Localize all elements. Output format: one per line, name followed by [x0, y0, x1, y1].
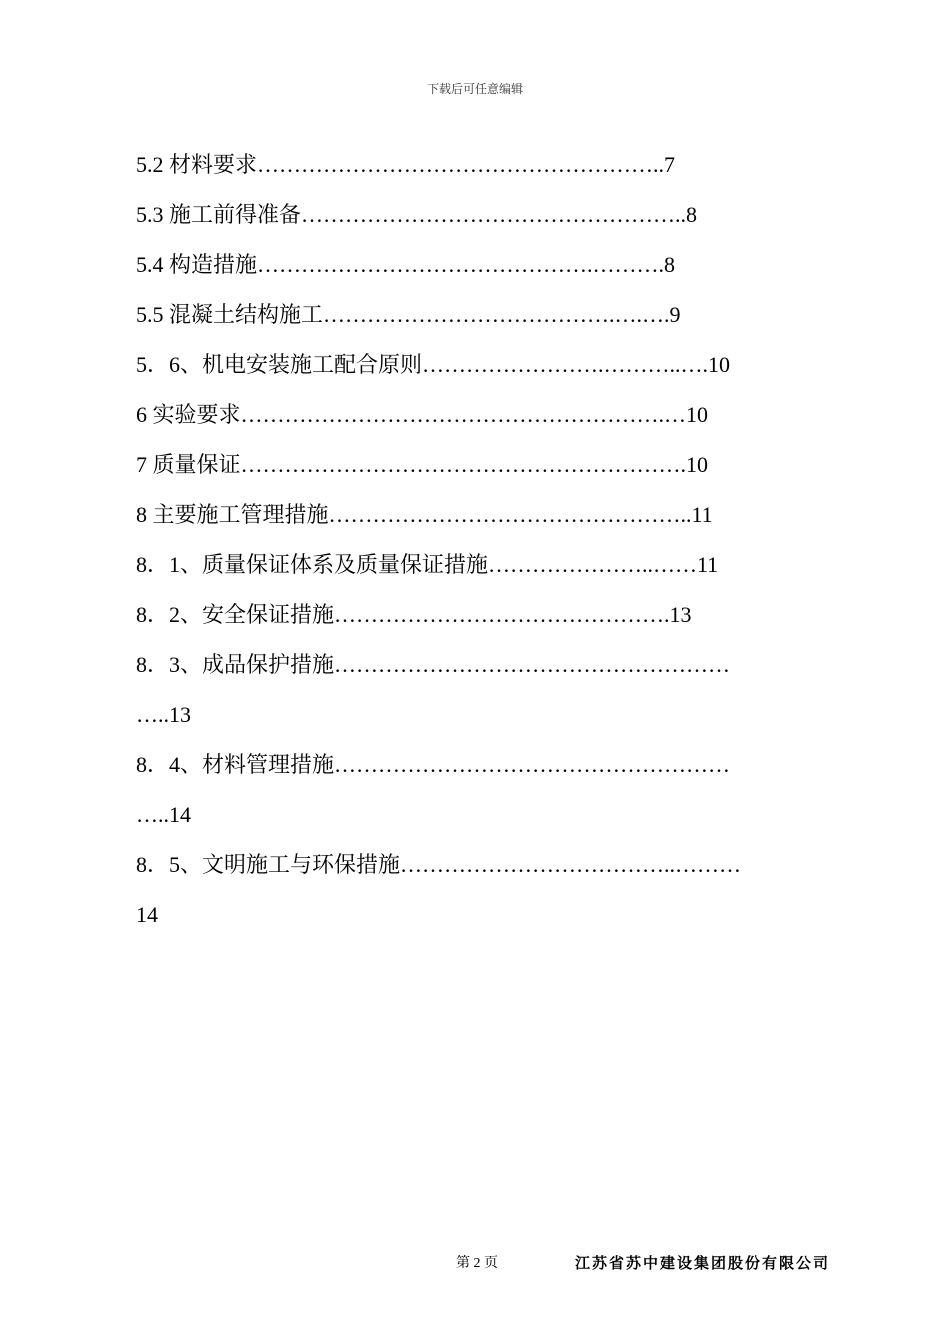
toc-entry: 8．5、文明施工与环保措施………………………………..………: [136, 852, 742, 877]
toc-entry: 5．6、机电安装施工配合原则…………………….………..….10: [136, 352, 731, 377]
toc-entry: 5.5 混凝土结构施工………………………………….….….9: [136, 302, 681, 327]
toc-entry: 6 实验要求………………………………………………….…10: [136, 402, 709, 427]
table-of-contents: [136, 145, 832, 945]
page-header-note: 下载后可任意编辑: [426, 82, 523, 96]
page-number: 第 2 页: [456, 1256, 498, 1271]
toc-entry-continuation: …..14: [136, 802, 191, 827]
page-footer: [0, 1252, 950, 1272]
toc-entry: 5.2 材料要求………………………………………………..7: [136, 152, 676, 177]
toc-entry: 8．3、成品保护措施………………………………………………: [136, 652, 731, 677]
toc-entry-continuation: …..13: [136, 702, 191, 727]
toc-entry: 5.3 施工前得准备……………………………………………..8: [136, 202, 698, 227]
toc-entry: 8 主要施工管理措施…………………………………………..11: [136, 502, 713, 527]
toc-entry: 7 质量保证…………………………………………………….10: [136, 452, 709, 477]
company-name: 江苏省苏中建设集团股份有限公司: [574, 1256, 830, 1272]
toc-entry: 8．4、材料管理措施………………………………………………: [136, 752, 731, 777]
toc-entry-continuation: 14: [136, 902, 158, 927]
toc-entry: 8．1、质量保证体系及质量保证措施…………………..……11: [136, 552, 719, 577]
toc-entry: 5.4 构造措施……………………………………….……….8: [136, 252, 676, 277]
toc-entry: 8．2、安全保证措施……………………………………….13: [136, 602, 692, 627]
